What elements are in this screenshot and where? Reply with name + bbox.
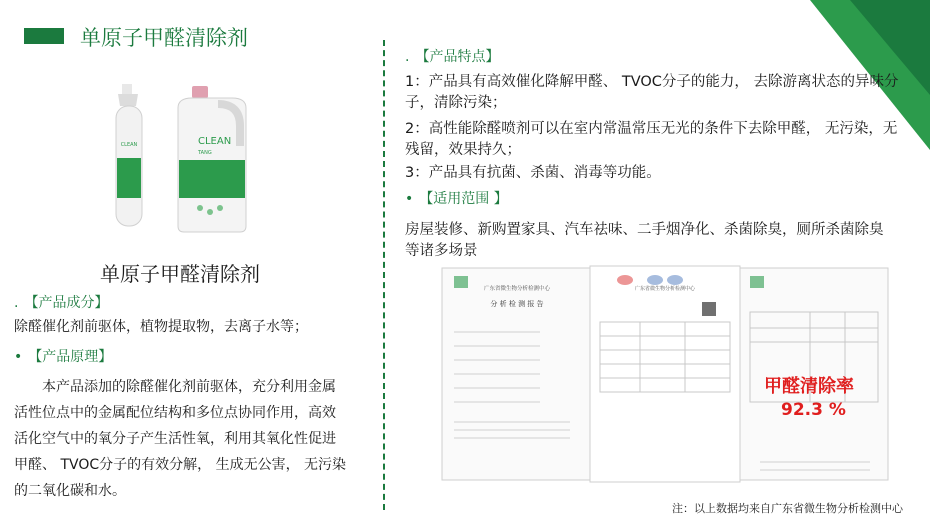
report-center-name-2: 广东省微生物分析检测中心 [634, 286, 696, 292]
principle-heading [14, 346, 112, 366]
ingredients-bullet: . [14, 295, 19, 311]
ingredients-heading [14, 292, 108, 312]
page-title: 单原子甲醛清除剂 [80, 26, 248, 50]
principle-line-5: 的二氧化碳和水。 [14, 483, 126, 499]
principle-line-1: 本产品添加的除醛催化剂前驱体，充分利用金属 [42, 379, 336, 395]
header-accent-bar [24, 28, 64, 44]
feature-item-1: 1：产品具有高效催化降解甲醛、 TVOC分子的能力， 去除游离状态的异味分子，清除污染； [405, 74, 899, 111]
scope-heading [405, 188, 508, 208]
jug-sub-label: TANG [198, 150, 212, 156]
report-center-name: 广东省微生物分析检测中心 [483, 286, 551, 292]
removal-rate-label: 甲醛清除率 [764, 376, 854, 397]
scope-label: 【适用范围 】 [419, 191, 508, 207]
principle-bullet: • [14, 349, 23, 365]
feature-item-2: 2：高性能除醛喷剂可以在室内常温常压无光的条件下去除甲醛， 无污染，无残留，效果持久； [405, 121, 898, 158]
ingredients-text: 除醛催化剂前驱体，植物提取物，去离子水等； [14, 319, 308, 335]
principle-label: 【产品原理】 [28, 349, 113, 365]
ingredients-label: 【产品成分】 [24, 295, 109, 311]
product-title: 单原子甲醛清除剂 [100, 262, 260, 286]
feature-item-3: 3：产品具有抗菌、杀菌、消毒等功能。 [405, 165, 661, 181]
report-title: 分 析 检 测 报 告 [490, 300, 544, 308]
principle-line-4: 甲醛、 TVOC分子的有效分解， 生成无公害， 无污染 [14, 457, 347, 473]
scope-text: 房屋装修、新购置家具、汽车祛味、二手烟净化、杀菌除臭，厕所杀菌除臭等诸多场景 [405, 222, 884, 259]
scope-bullet: • [405, 191, 414, 207]
features-bullet: . [405, 49, 410, 65]
principle-line-3: 活化空气中的氧分子产生活性氧，利用其氧化性促进 [14, 431, 336, 447]
spray-label: CLEAN [120, 142, 138, 148]
jug-label: CLEAN [198, 136, 232, 147]
product-image [100, 78, 290, 238]
principle-line-2: 活性位点中的金属配位结构和多位点协同作用，高效 [14, 405, 336, 421]
column-divider [383, 40, 385, 510]
features-heading [405, 46, 499, 66]
features-label: 【产品特点】 [415, 49, 500, 65]
source-note: 注：以上数据均来自广东省微生物分析检测中心 [672, 502, 903, 515]
removal-rate-value: 92.3 % [781, 400, 846, 420]
